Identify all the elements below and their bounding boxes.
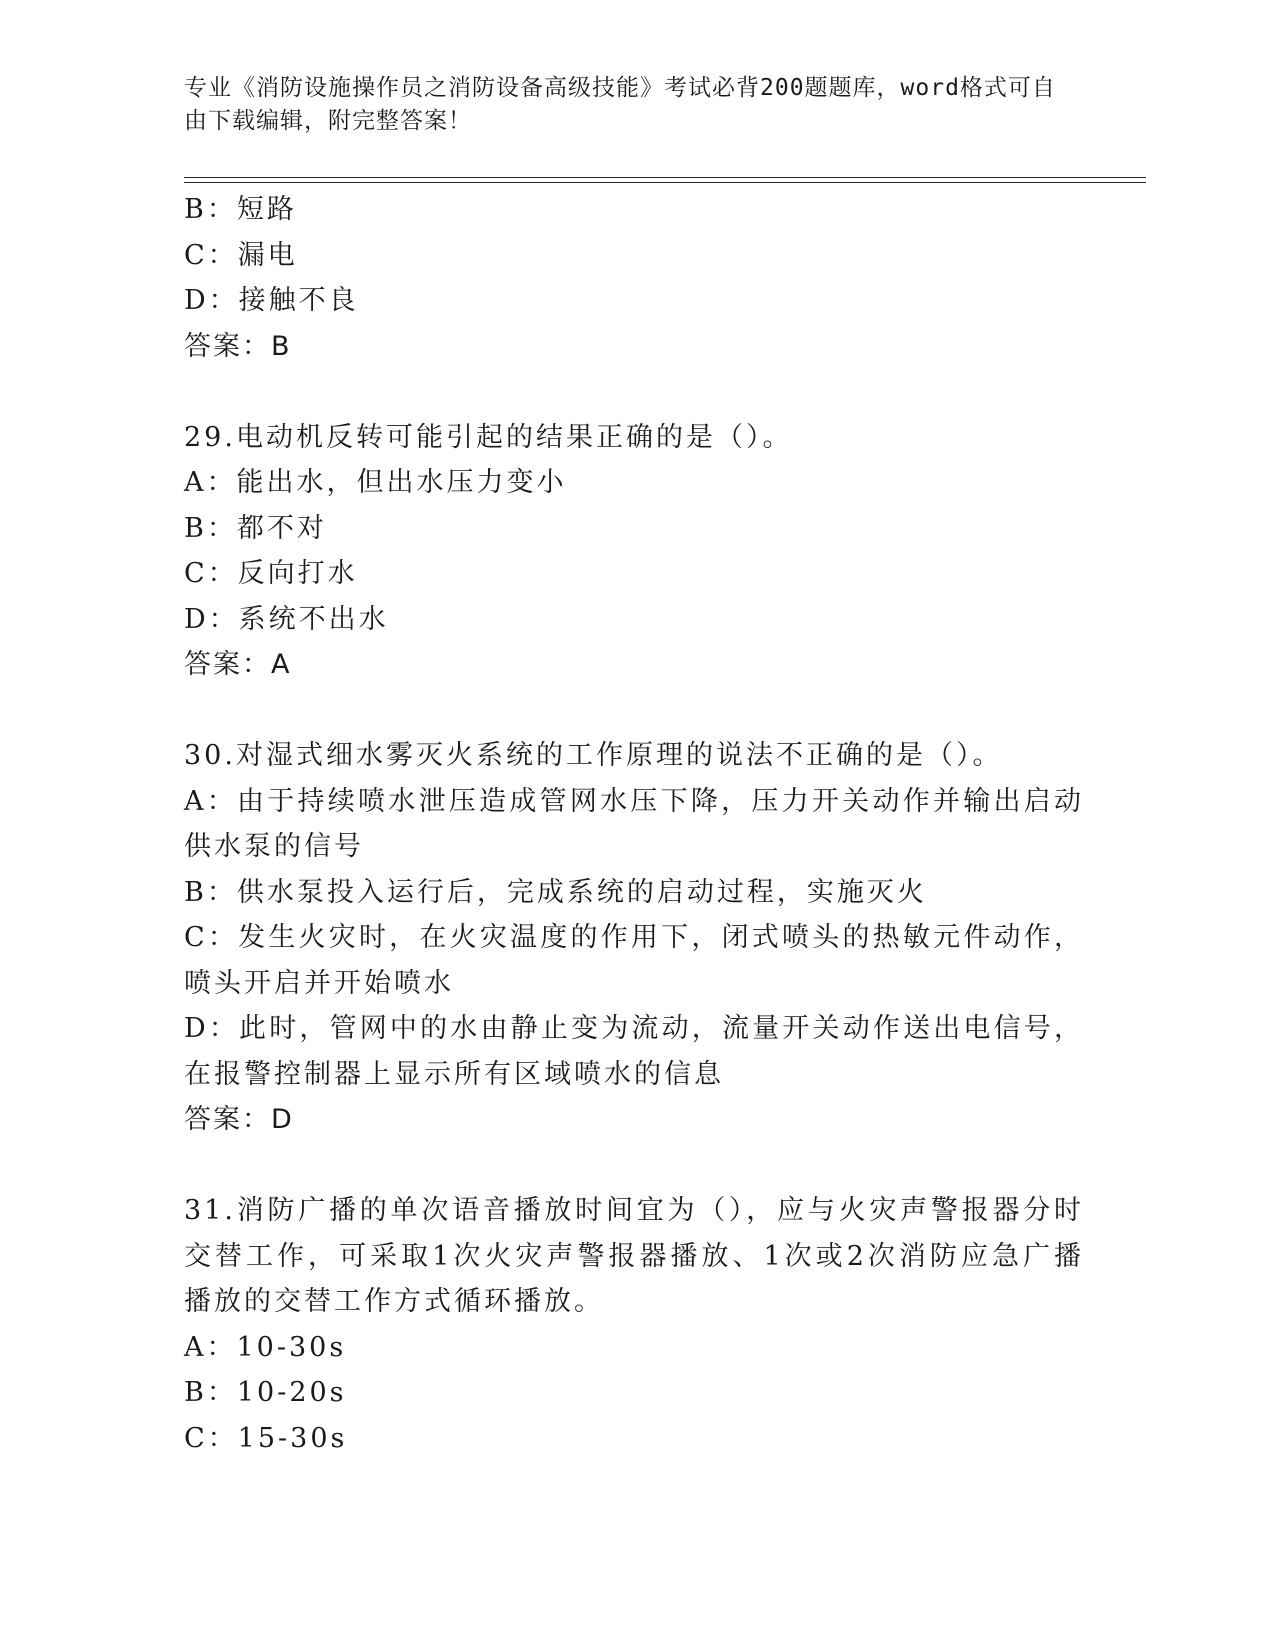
spacer bbox=[184, 1143, 1084, 1189]
answer-line: 答案：A bbox=[184, 649, 292, 680]
question-stem: 31.消防广播的单次语音播放时间宜为（），应与火灾声警报器分时交替工作，可采取1次火灾声警报器播放、1次或2次消防应急广播播放的交替工作方式循环播放。 bbox=[184, 1195, 1084, 1317]
option-b: B：短路 bbox=[184, 194, 297, 225]
option-c: C：漏电 bbox=[184, 239, 298, 271]
option-a: A：10-30s bbox=[184, 1331, 347, 1363]
question-28-tail bbox=[184, 187, 1084, 369]
page-header bbox=[184, 72, 1064, 138]
spacer bbox=[184, 688, 1084, 734]
option-b: B：都不对 bbox=[184, 512, 327, 544]
header-text: 专业《消防设施操作员之消防设备高级技能》考试必背200题题库，word格式可自由下载编辑，附完整答案！ bbox=[184, 75, 1056, 134]
question-29 bbox=[184, 415, 1084, 688]
header-divider-bottom bbox=[184, 182, 1146, 183]
question-list bbox=[184, 187, 1084, 1461]
spacer bbox=[184, 369, 1084, 415]
option-c: C：15-30s bbox=[184, 1422, 348, 1454]
question-stem: 29.电动机反转可能引起的结果正确的是（）。 bbox=[184, 421, 793, 453]
header-divider-top bbox=[184, 177, 1146, 178]
question-stem: 30.对湿式细水雾灭火系统的工作原理的说法不正确的是（）。 bbox=[184, 740, 1003, 771]
option-c: C：发生火灾时，在火灾温度的作用下，闭式喷头的热敏元件动作，喷头开启并开始喷水 bbox=[184, 922, 1084, 999]
question-31 bbox=[184, 1188, 1084, 1461]
option-a: A：由于持续喷水泄压造成管网水压下降，压力开关动作并输出启动供水泵的信号 bbox=[184, 785, 1084, 862]
option-b: B：10-20s bbox=[184, 1377, 347, 1408]
option-d: D：系统不出水 bbox=[184, 603, 389, 635]
question-30 bbox=[184, 733, 1084, 1143]
option-a: A：能出水，但出水压力变小 bbox=[184, 467, 567, 498]
answer-line: 答案：D bbox=[184, 1104, 294, 1135]
option-b: B：供水泵投入运行后，完成系统的启动过程，实施灭火 bbox=[184, 876, 927, 908]
option-d: D：此时，管网中的水由静止变为流动，流量开关动作送出电信号，在报警控制器上显示所有区域喷水的信息 bbox=[184, 1013, 1084, 1090]
answer-line: 答案：B bbox=[184, 330, 292, 362]
option-c: C：反向打水 bbox=[184, 558, 358, 589]
option-d: D：接触不良 bbox=[184, 285, 359, 316]
